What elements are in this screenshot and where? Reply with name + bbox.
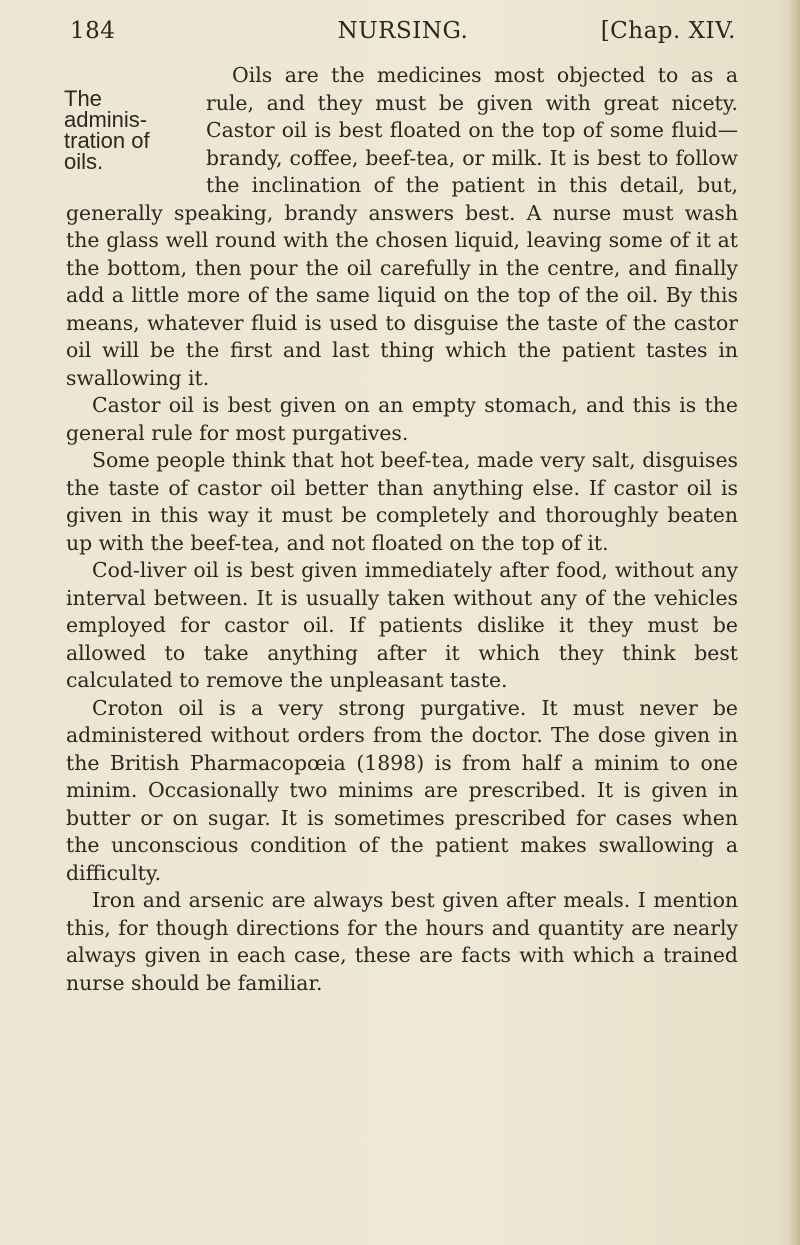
paragraph: Croton oil is a very strong purgative. It must never be administered without orders from the doctor. The dose given in the British Pharmacopœia (1898) is from half a minim to one minim. Occasionally two minims are prescribed. It is given in butter or on sugar. It is sometimes prescribed for cases when the unconscious condition of the patient makes swallowing a difficulty. bbox=[66, 695, 738, 885]
sidenote-gutter bbox=[66, 62, 206, 197]
page-edge-shadow bbox=[788, 0, 800, 1245]
sidenote-line: oils. bbox=[64, 149, 104, 174]
sidenote-line: adminis- bbox=[64, 107, 148, 132]
paragraph: Cod-liver oil is best given immediately after food, without any interval between. It is usually taken without any of the vehicles employed for castor oil. If patients dislike it they must be allowed to take anything after it which they think best calculated to remove the unpleasant taste. bbox=[66, 558, 738, 692]
sidenote-line: The bbox=[64, 86, 102, 111]
paragraph: Some people think that hot beef-tea, made very salt, disguises the taste of castor oil better than anything else. If castor oil is given in this way it must be completely and thoroughly beaten up with the beef-tea, and not floated on the top of it. bbox=[66, 448, 738, 555]
chapter-label: [Chap. XIV. bbox=[600, 18, 736, 44]
paragraph: Iron and arsenic are always best given after meals. I mention this, for though directions for the hours and quantity are nearly always given in each case, these are facts with which a trained nurse should be familiar. bbox=[66, 888, 738, 995]
body-text bbox=[66, 62, 738, 997]
paragraph: Oils are the medicines most objected to as a rule, and they must be given with great nicety. Castor oil is best floated on the top of some fluid—brandy, coffee, beef-tea, or milk. It is best to follow the inclination of the patient in this detail, but, generally speaking, brandy answers best. A nurse must wash the glass well round with the chosen liquid, leaving some of it at the bottom, then pour the oil carefully in the centre, and finally add a little more of the same liquid on the top of the oil. By this means, whatever fluid is used to disguise the taste of the castor oil will be the first and last thing which the patient tastes in swallowing it. bbox=[66, 63, 738, 390]
paragraph: Castor oil is best given on an empty stomach, and this is the general rule for most purgatives. bbox=[66, 393, 738, 445]
sidenote-line: tration of bbox=[64, 128, 150, 153]
running-header bbox=[70, 18, 736, 52]
running-title: NURSING. bbox=[337, 18, 469, 44]
page-number: 184 bbox=[70, 18, 116, 44]
